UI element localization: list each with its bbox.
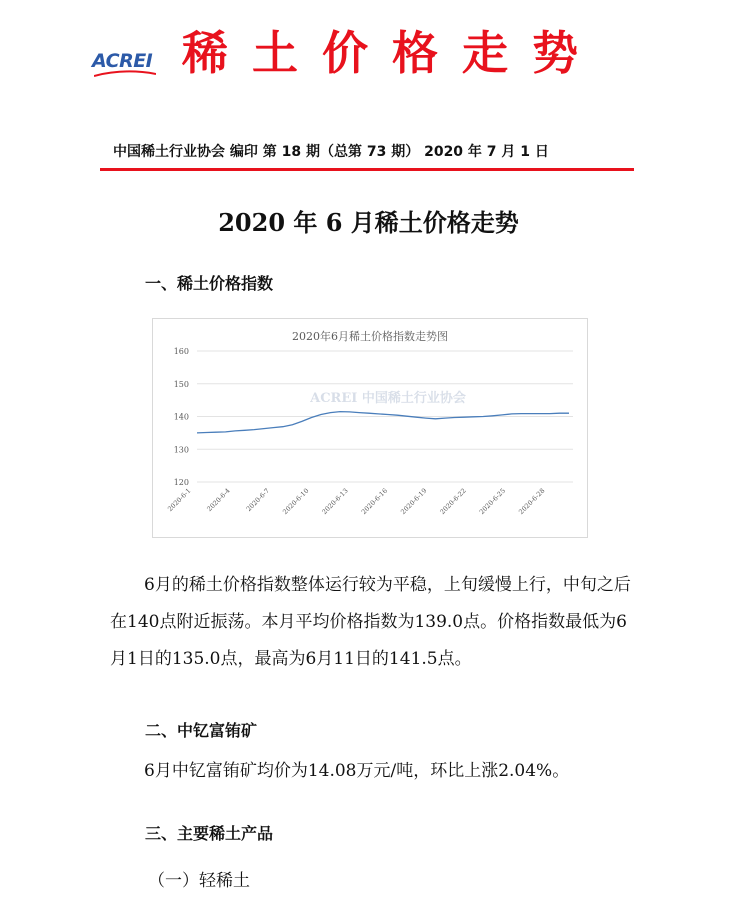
chart-title: 2020年6月稀土价格指数走势图 xyxy=(292,330,448,343)
x-tick-label: 2020-6-22 xyxy=(438,486,468,516)
y-tick-label: 130 xyxy=(173,445,189,455)
x-tick-label: 2020-6-28 xyxy=(517,486,547,516)
section2-paragraph: 6月中钇富铕矿均价为14.08万元/吨，环比上涨2.04%。 xyxy=(144,761,570,781)
masthead xyxy=(0,0,737,120)
x-tick-label: 2020-6-16 xyxy=(359,486,390,516)
acrei-logo xyxy=(92,46,162,82)
y-tick-label: 160 xyxy=(173,347,189,356)
issue-line: 中国稀土行业协会 编印 第 18 期（总第 73 期） 2020 年 7 月 1 日 xyxy=(113,144,549,160)
section1-paragraph: 6月的稀土价格指数整体运行较为平稳，上旬缓慢上行，中旬之后在140点附近振荡。本月平均价格指数为139.0点。价格指数最低为6月1日的135.0点，最高为6月11日的141.5点。 xyxy=(110,575,631,669)
x-tick-label: 2020-6-25 xyxy=(477,486,508,516)
y-tick-label: 140 xyxy=(173,412,189,422)
brand-title: 稀土价格走势 xyxy=(182,26,602,80)
section2-heading: 二、中钇富铕矿 xyxy=(145,721,258,740)
y-tick-label: 150 xyxy=(173,379,189,389)
x-tick-label: 2020-6-1 xyxy=(166,486,193,514)
header-divider xyxy=(100,168,634,171)
section3-subheading: （一）轻稀土 xyxy=(148,871,250,891)
x-tick-label: 2020-6-10 xyxy=(281,486,311,516)
price-index-chart xyxy=(152,318,588,538)
watermark: ACREI 中国稀土行业协会 xyxy=(310,391,466,406)
logo-text: ACREI xyxy=(92,50,153,72)
logo-swoosh-icon xyxy=(94,70,156,78)
y-tick-label: 120 xyxy=(173,478,189,487)
document-title: 2020 年 6 月稀土价格走势 xyxy=(218,208,519,237)
section3-heading: 三、主要稀土产品 xyxy=(145,824,274,843)
x-tick-label: 2020-6-7 xyxy=(244,486,272,514)
section1-heading: 一、稀土价格指数 xyxy=(145,274,274,293)
series-line xyxy=(197,412,569,433)
x-tick-label: 2020-6-4 xyxy=(205,486,232,514)
chart-svg xyxy=(153,319,587,537)
x-tick-label: 2020-6-19 xyxy=(399,486,429,516)
x-tick-label: 2020-6-13 xyxy=(320,486,350,516)
